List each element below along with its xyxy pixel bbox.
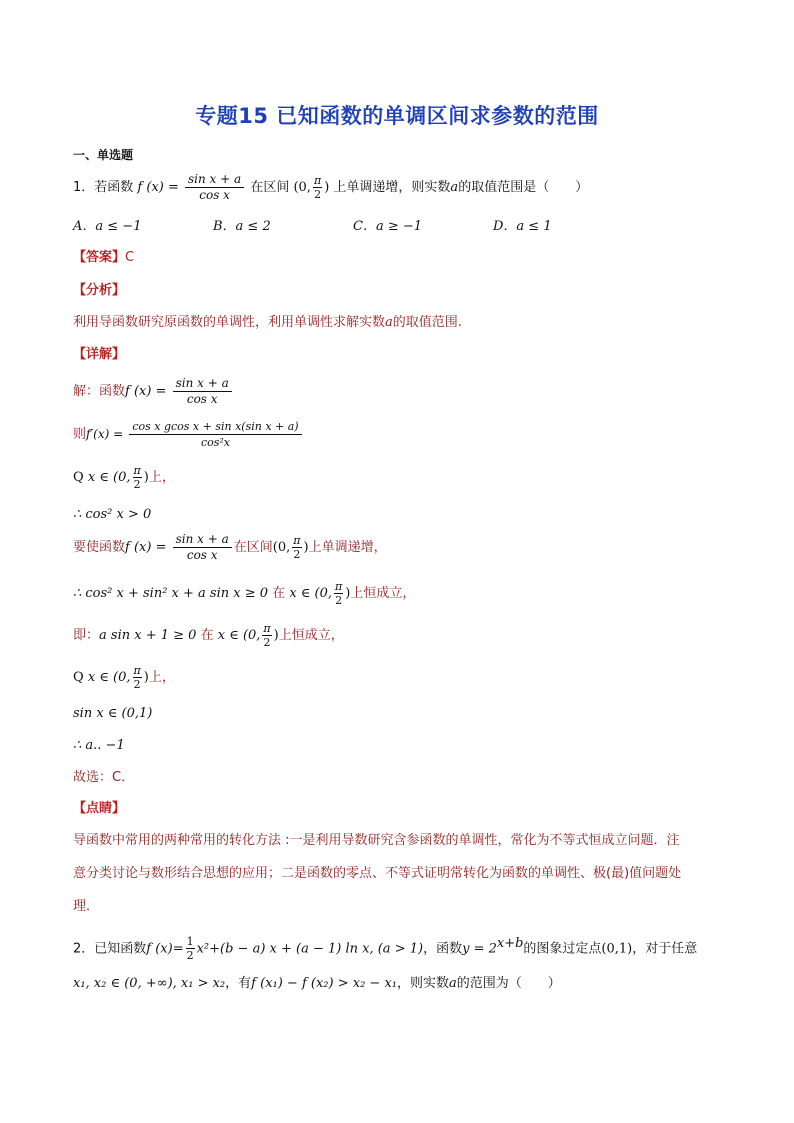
detail-line-10: ∴ a.. −1 (73, 738, 125, 753)
detail-line-5: 要使函数f (x) = $\frac{\text{sin x + a}}{\text{cos x}}$ 在区间(0, $\frac{\pi}{2}$ )上单调递增， (73, 532, 387, 562)
comment-line-3: 理． (73, 899, 100, 914)
detail-line-3: Q x ∈ (0, $\frac{\pi}{2}$ )上， (73, 464, 175, 491)
question-1-options (73, 218, 633, 236)
fraction: $\frac{\text{sin x + a}}{\text{cos x}}$ (185, 172, 244, 203)
detail-label: 【详解】 (73, 347, 126, 362)
option-b[interactable]: B．a ≤ 2 (213, 219, 271, 234)
detail-line-9: sin x ∈ (0,1) (73, 706, 153, 721)
section-heading: 一、单选题 (73, 148, 134, 162)
option-d[interactable]: D．a ≤ 1 (493, 219, 552, 234)
analysis-label: 【分析】 (73, 283, 126, 298)
option-c[interactable]: C．a ≥ −1 (353, 219, 423, 234)
analysis-text: 利用导函数研究原函数的单调性，利用单调性求解实数a的取值范围. (73, 315, 462, 330)
detail-line-11: 故选：C． (73, 770, 135, 785)
detail-line-8: Q x ∈ (0, $\frac{\pi}{2}$ )上， (73, 664, 175, 691)
question-2-line-1: 2．已知函数f (x)= $\frac{1}{2}$ x²+(b − a) x + (a − 1) ln x, (a > 1)，函数$y = 2^{x+b}$的图象过定点(0,1)，对于任意 (73, 935, 698, 963)
detail-line-6: ∴ cos² x + sin² x + a sin x ≥ 0 在 x ∈ (0, $\frac{\pi}{2}$ )上恒成立， (73, 580, 416, 607)
question-1: 1．若函数 f (x) = $\frac{\text{sin x + a}}{\text{cos x}}$ 在区间 (0, $\frac{\pi}{2}$ ) 上单调递增，则实数a的取值范围是（ ） (73, 172, 589, 202)
comment-line-1: 导函数中常用的两种常用的转化方法 :一是利用导数研究含参函数的单调性，常化为不等式恒成立问题．注 (73, 833, 680, 848)
answer-line: 【答案】C (73, 250, 135, 265)
detail-line-1: 解：函数f (x) = $\frac{\text{sin x + a}}{\text{cos x}}$ (73, 372, 234, 412)
detail-line-4: ∴ cos² x > 0 (73, 507, 152, 522)
comment-label: 【点睛】 (73, 801, 126, 816)
detail-line-2: 则f′(x) = $\frac{\text{cos x gcos x + sin x(sin x + a)}}{\text{cos²x}}$ (73, 414, 304, 455)
option-a[interactable]: A．a ≤ −1 (73, 219, 142, 234)
comment-line-2: 意分类讨论与数形结合思想的应用；二是函数的零点、不等式证明常转化为函数的单调性、极(最)值问题处 (73, 866, 682, 881)
page-title: 专题15 已知函数的单调区间求参数的范围 (195, 104, 599, 128)
detail-line-7: 即：a sin x + 1 ≥ 0 在 x ∈ (0, $\frac{\pi}{2}$ )上恒成立， (73, 622, 344, 649)
question-2-line-2: x₁, x₂ ∈ (0, +∞), x₁ > x₂，有f (x₁) − f (x₂) > x₂ − x₁，则实数a的范围为（ ） (73, 976, 561, 991)
